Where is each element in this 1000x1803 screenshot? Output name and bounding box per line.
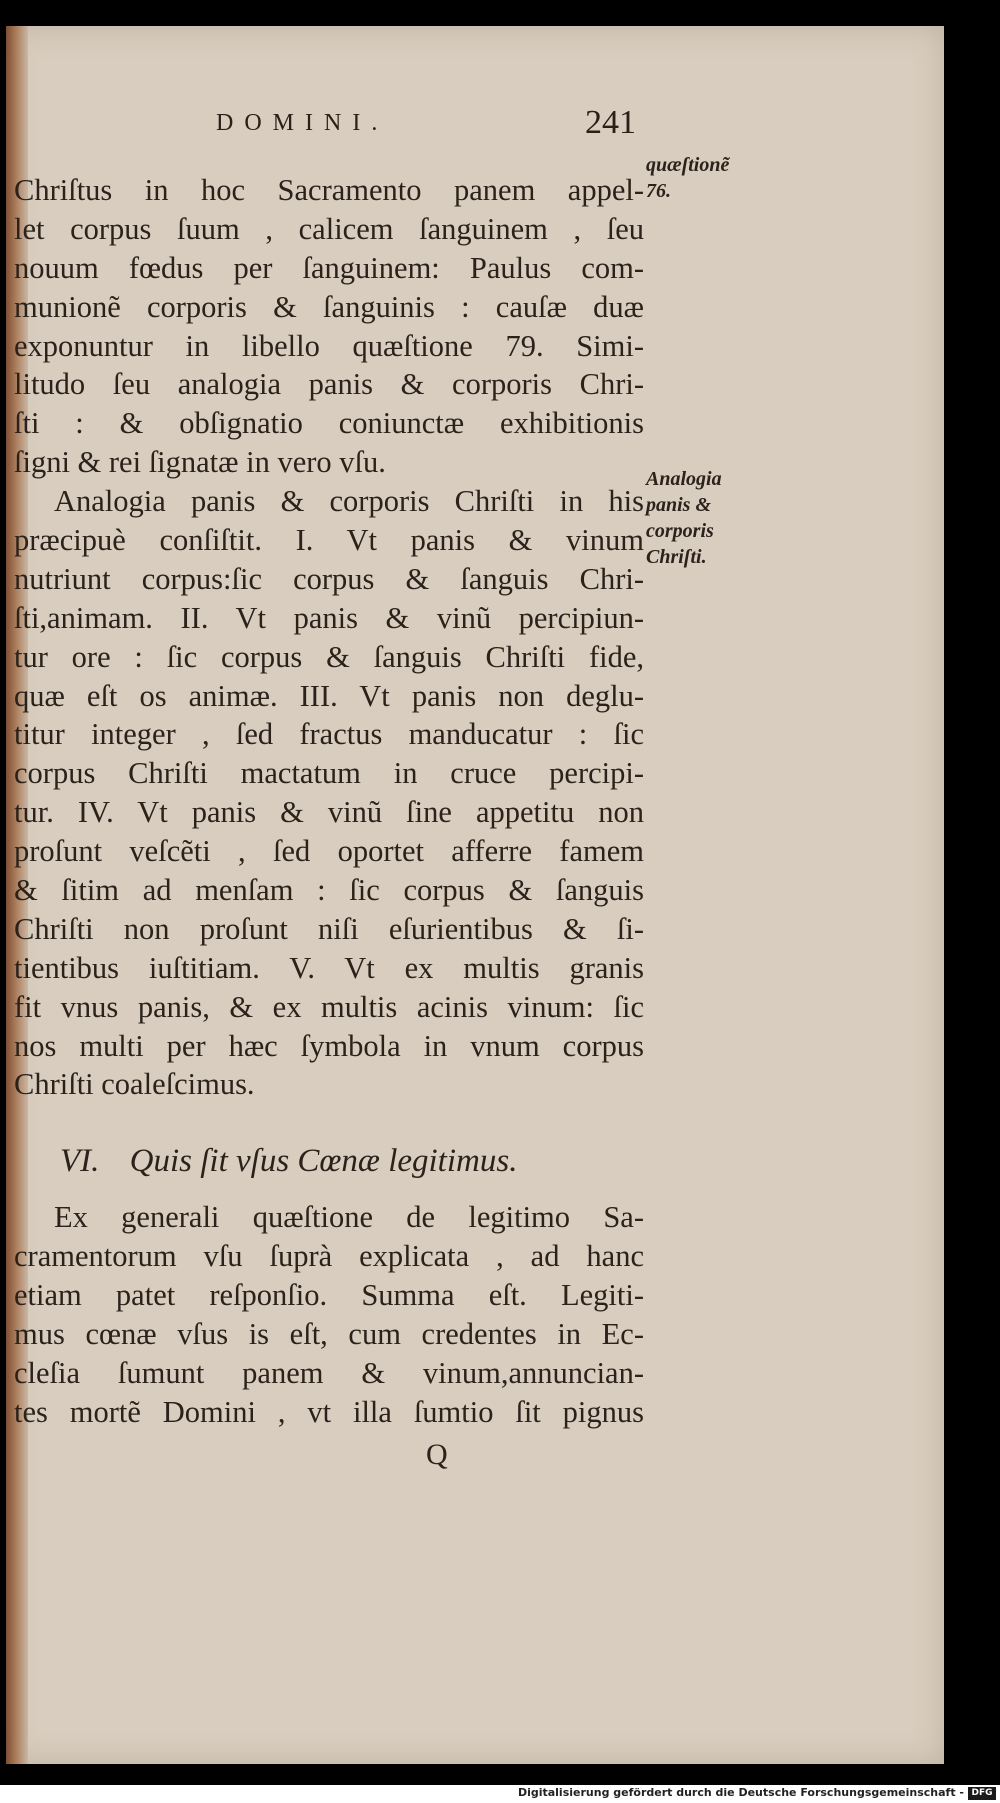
- text-line: præcipuè conſiſtit. I. Vt panis & vinum: [14, 523, 644, 558]
- text-line: exponuntur in libello quæſtione 79. Simi-: [14, 328, 644, 363]
- margin-note-line: 76.: [646, 180, 671, 202]
- section-number: VI.: [60, 1143, 100, 1180]
- text-line: Analogia panis & corporis Chriſti in his: [54, 484, 644, 519]
- margin-note-line: Chriſti.: [646, 546, 707, 568]
- text-line: etiam patet reſponſio. Summa eſt. Legiti-: [14, 1278, 644, 1313]
- text-line: ſti : & obſignatio coniunctæ exhibitionis: [14, 406, 644, 441]
- text-line: nutriunt corpus:ſic corpus & ſanguis Chri-: [14, 561, 644, 596]
- text-line: quæ eſt os animæ. III. Vt panis non deglu-: [14, 678, 644, 713]
- text-line: nouum fœdus per ſanguinem: Paulus com-: [14, 250, 644, 285]
- text-line: Chriſtus in hoc Sacramento panem appel-: [14, 173, 644, 207]
- text-line: Chriſti non proſunt niſi eſurientibus & ſi-: [14, 911, 644, 946]
- margin-note: [646, 466, 776, 570]
- text-line: tur ore : ſic corpus & ſanguis Chriſti fide,: [14, 639, 644, 674]
- text-line: & ſitim ad menſam : ſic corpus & ſanguis: [14, 873, 644, 908]
- margin-note-line: Analogia: [646, 468, 722, 490]
- funding-notice: Digitalisierung gefördert durch die Deutsche Forschungsgemeinschaft -: [517, 1786, 964, 1799]
- text-line: ſti,animam. II. Vt panis & vinũ percipiun-: [14, 600, 644, 635]
- section-title: Quis ſit vſus Cœnæ legitimus.: [129, 1143, 518, 1180]
- text-line: litudo ſeu analogia panis & corporis Chri-: [14, 367, 644, 402]
- running-head-title: DOMINI.: [216, 110, 389, 136]
- text-line: let corpus ſuum , calicem ſanguinem , ſeu: [14, 211, 644, 246]
- footer-bar: [0, 1785, 1000, 1803]
- text-line: corpus Chriſti mactatum in cruce percipi-: [14, 756, 644, 791]
- text-line: cramentorum vſu ſuprà explicata , ad hanc: [14, 1239, 644, 1274]
- margin-note-line: panis &: [646, 494, 712, 516]
- section-heading: [14, 1126, 644, 1196]
- text-line: tes mortẽ Domini , vt illa ſumtio ſit pignus: [14, 1394, 644, 1429]
- margin-note-line: quæſtionẽ: [646, 154, 730, 176]
- text-line: mus cœnæ vſus is eſt, cum credentes in Ec-: [14, 1317, 644, 1352]
- text-line: Ex generali quæſtione de legitimo Sa-: [54, 1200, 644, 1235]
- dfg-logo-icon: DFG: [968, 1787, 996, 1800]
- book-page: [6, 26, 944, 1764]
- text-line: munionẽ corporis & ſanguinis : cauſæ duæ: [14, 289, 644, 324]
- text-line: ſigni & rei ſignatæ in vero vſu.: [14, 445, 386, 480]
- catchword: Q: [426, 1438, 448, 1471]
- text-line: titur integer , ſed fractus manducatur : ſic: [14, 717, 644, 752]
- text-line: nos multi per hæc ſymbola in vnum corpus: [14, 1028, 644, 1063]
- text-line: Chriſti coaleſcimus.: [14, 1067, 255, 1102]
- text-line: tur. IV. Vt panis & vinũ ſine appetitu non: [14, 795, 644, 830]
- margin-note-line: corporis: [646, 520, 714, 542]
- text-line: tientibus iuſtitiam. V. Vt ex multis granis: [14, 950, 644, 985]
- text-line: fit vnus panis, & ex multis acinis vinum: ſic: [14, 989, 644, 1024]
- text-line: cleſia ſumunt panem & vinum,annuncian-: [14, 1355, 644, 1390]
- margin-note: [646, 152, 776, 204]
- text-line: proſunt veſcẽti , ſed oportet afferre famem: [14, 834, 644, 869]
- running-head: [216, 104, 636, 144]
- body-text: [14, 171, 644, 1432]
- page-number: 241: [585, 104, 636, 141]
